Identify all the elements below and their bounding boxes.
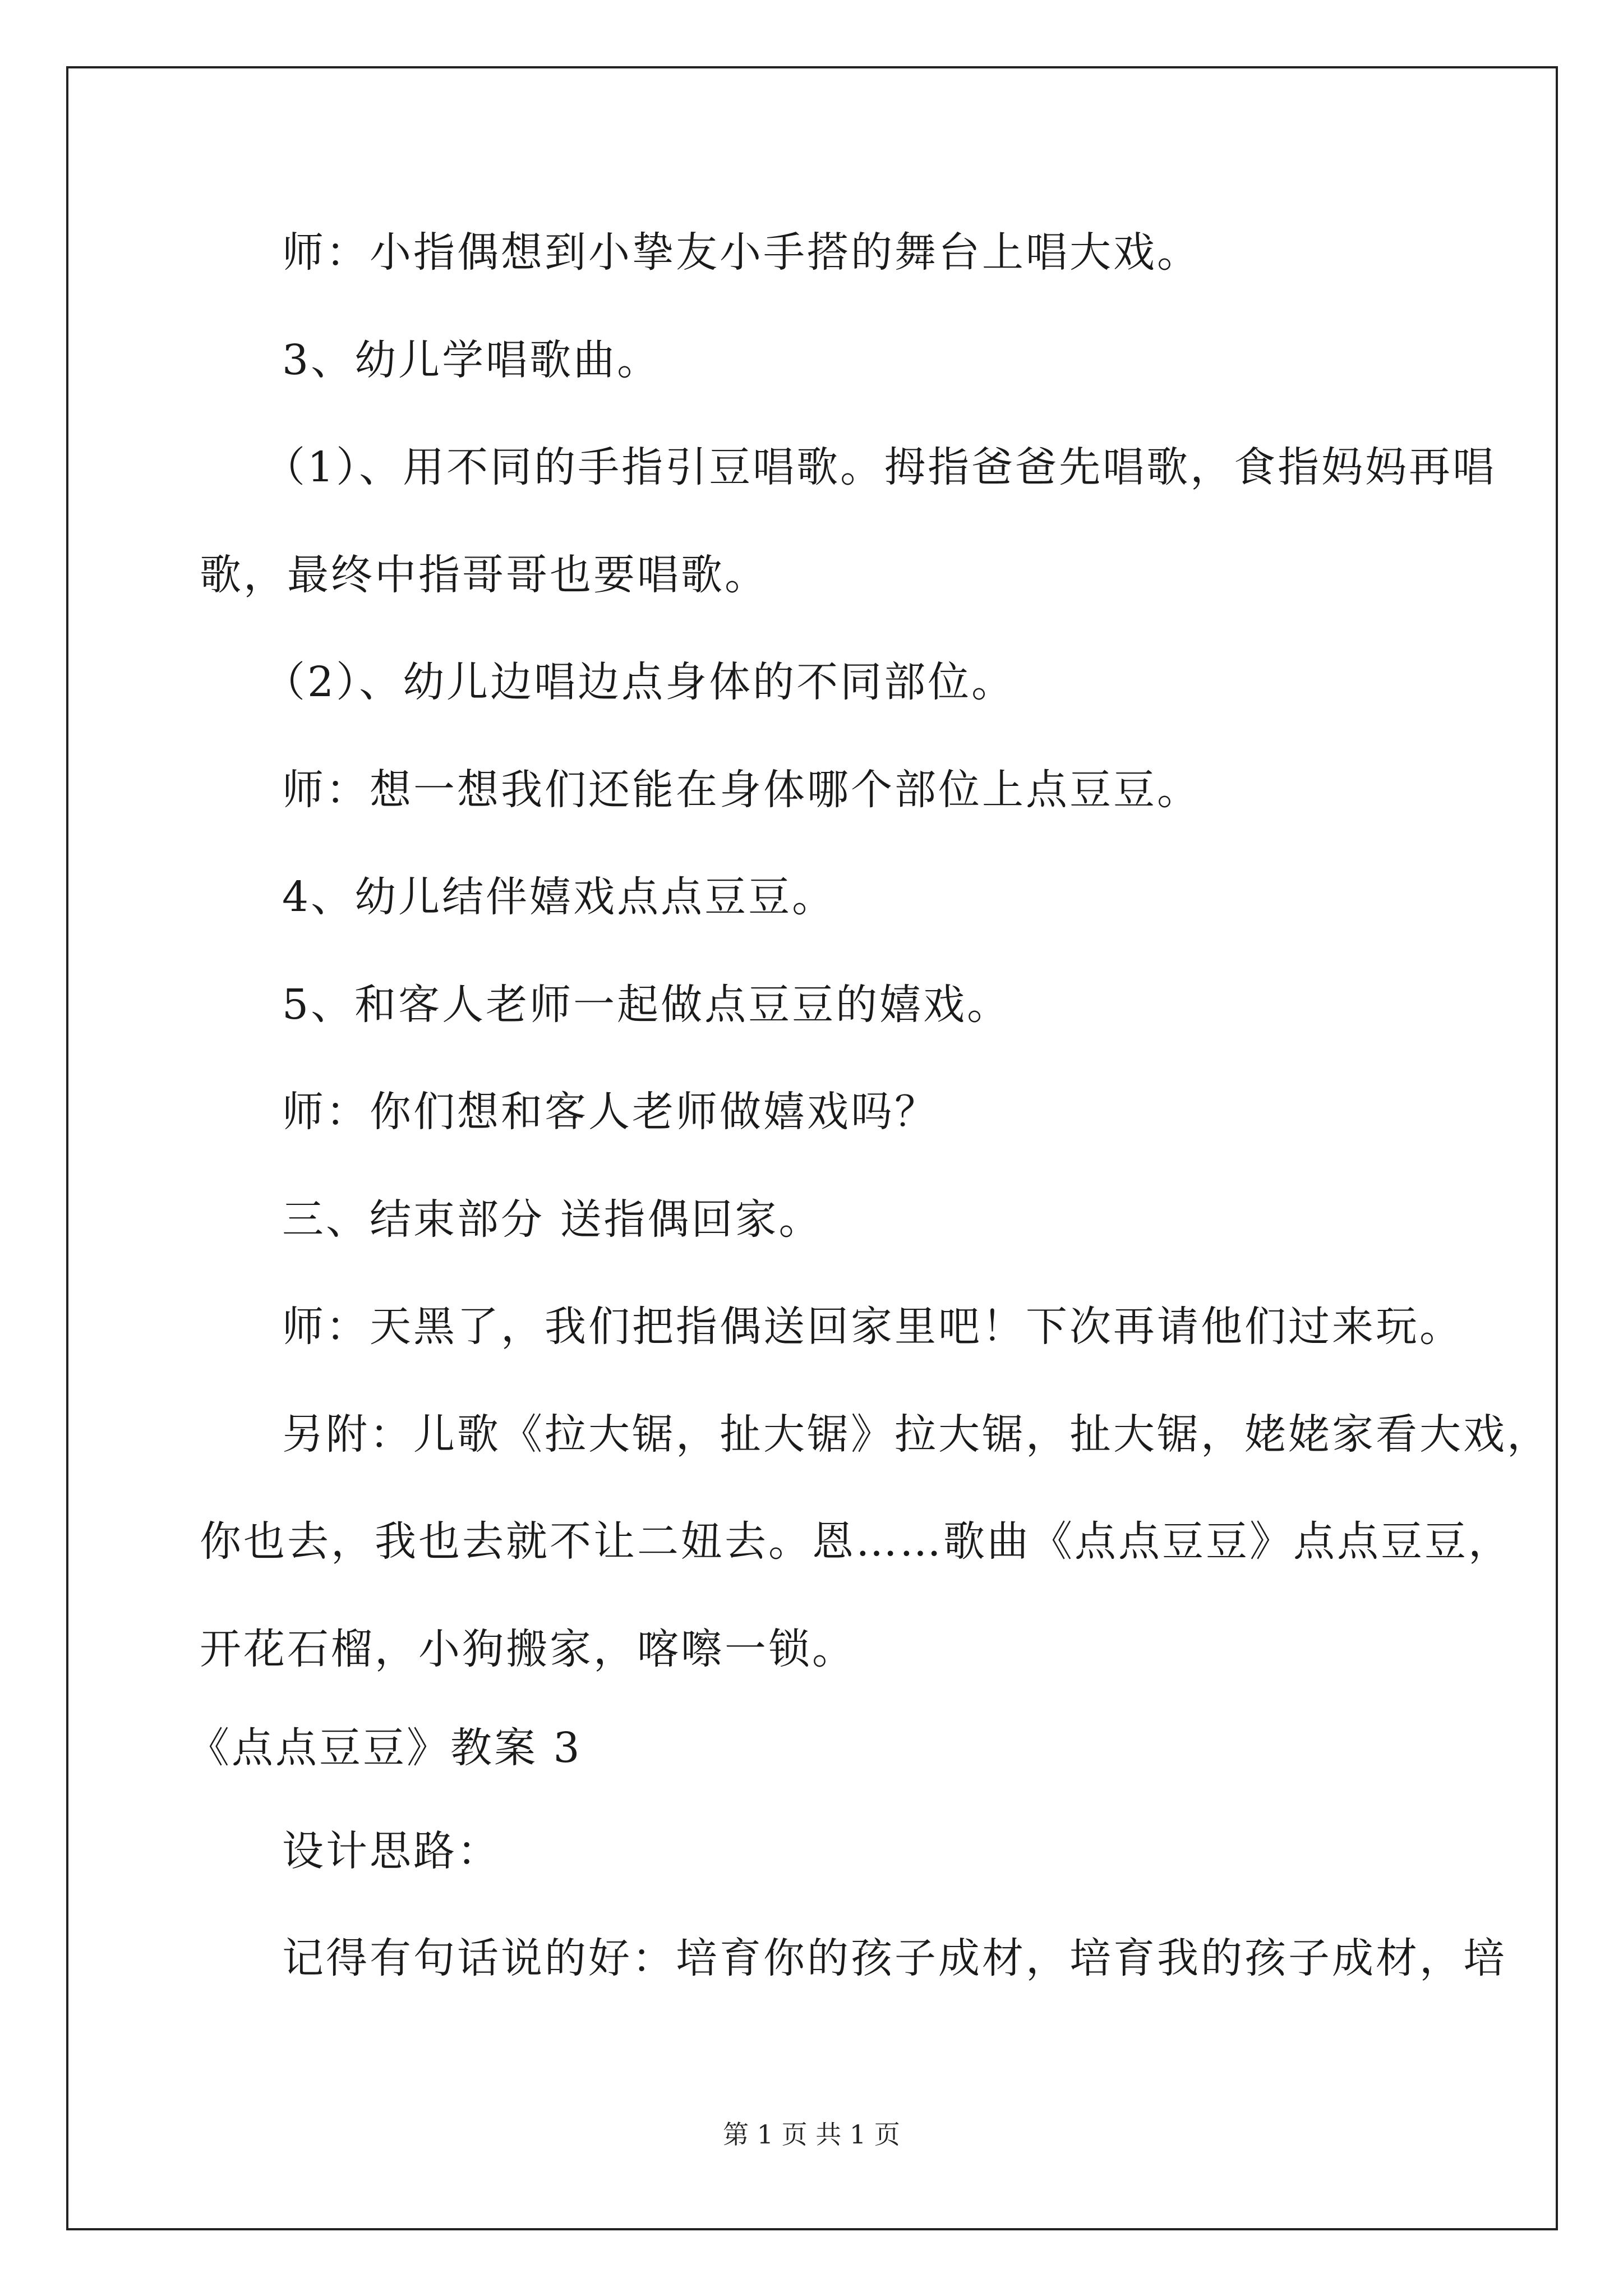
lesson-title: 《点点豆豆》教案 3	[188, 1724, 582, 1772]
paragraph-line: 开花石榴，小狗搬家，喀嚓一锁。	[200, 1625, 856, 1673]
section-heading: 三、结束部分 送指偶回家。	[282, 1195, 823, 1244]
paragraph-line: 师：你们想和客人老师做嬉戏吗？	[282, 1088, 938, 1136]
paragraph-line: 师：想一想我们还能在身体哪个部位上点豆豆。	[282, 766, 1201, 814]
paragraph-line: 设计思路：	[282, 1827, 501, 1875]
paragraph-line: （1）、用不同的手指引豆唱歌。拇指爸爸先唱歌，食指妈妈再唱	[264, 443, 1497, 491]
page-border	[66, 66, 1558, 2230]
paragraph-line: 师：天黑了，我们把指偶送回家里吧！下次再请他们过来玩。	[282, 1303, 1463, 1351]
paragraph-line: 师：小指偶想到小挚友小手搭的舞台上唱大戏。	[282, 228, 1201, 277]
paragraph-line: 记得有句话说的好：培育你的孩子成材，培育我的孩子成材，培	[282, 1934, 1507, 1982]
paragraph-line: 你也去，我也去就不让二妞去。恩……歌曲《点点豆豆》点点豆豆，	[200, 1517, 1512, 1566]
page-footer: 第 1 页 共 1 页	[723, 2119, 900, 2150]
paragraph-line: 4、幼儿结伴嬉戏点点豆豆。	[282, 873, 836, 921]
paragraph-line: 3、幼儿学唱歌曲。	[282, 336, 661, 384]
paragraph-line: （2）、幼儿边唱边点身体的不同部位。	[264, 658, 1016, 706]
paragraph-line: 歌，最终中指哥哥也要唱歌。	[200, 551, 768, 599]
paragraph-line: 5、和客人老师一起做点豆豆的嬉戏。	[282, 981, 1011, 1029]
paragraph-line: 另附：儿歌《拉大锯，扯大锯》拉大锯，扯大锯，姥姥家看大戏，	[282, 1410, 1551, 1458]
